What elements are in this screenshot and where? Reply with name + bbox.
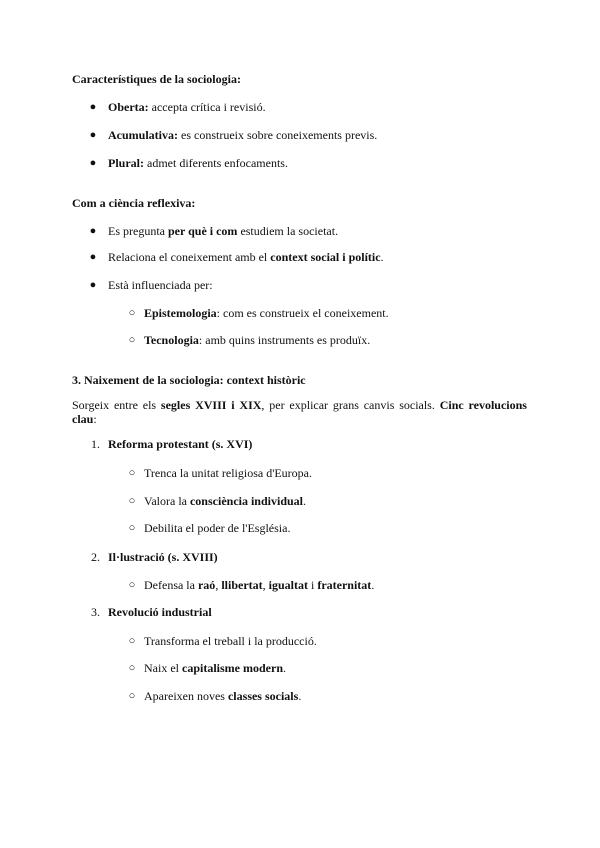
sub-list-item: Trenca la unitat religiosa d'Europa. <box>144 466 313 480</box>
item-term: consciència individual <box>189 494 304 508</box>
circle-bullet-icon: ○ <box>128 307 136 319</box>
circle-bullet-icon: ○ <box>128 495 136 507</box>
item-text: , <box>262 578 269 592</box>
item-text: , <box>215 578 222 592</box>
item-text: . <box>303 494 307 508</box>
bullet-icon: ● <box>89 101 97 113</box>
sub-list-item <box>144 494 306 508</box>
item-term: Plural: <box>108 156 144 170</box>
list-number: 2. <box>91 550 100 564</box>
item-text: . <box>298 689 302 703</box>
intro-text: : <box>93 412 97 426</box>
bullet-icon: ● <box>89 225 97 237</box>
section-heading-characteristics: Característiques de la sociologia: <box>72 72 241 86</box>
item-text: admet diferents enfocaments. <box>144 156 288 170</box>
item-term: raó <box>197 578 216 592</box>
item-term: capitalisme modern <box>182 661 283 675</box>
intro-paragraph <box>72 398 527 426</box>
item-term: fraternitat <box>317 578 372 592</box>
intro-term: segles XVIII i XIX <box>160 398 262 412</box>
list-item <box>108 224 338 238</box>
item-term: per què i com <box>167 224 238 238</box>
bullet-icon: ● <box>89 129 97 141</box>
sub-list-item <box>144 689 301 703</box>
item-term: classes socials <box>227 689 299 703</box>
list-item <box>108 250 384 264</box>
list-number: 3. <box>91 605 100 619</box>
item-text: Relaciona el coneixement amb el <box>108 250 271 264</box>
list-item <box>108 156 288 170</box>
sub-list-item <box>144 661 286 675</box>
item-text: . <box>283 661 286 675</box>
item-term: context social i polític <box>270 250 381 264</box>
list-number: 1. <box>91 437 100 451</box>
item-text: : amb quins instruments es produïx. <box>198 333 371 347</box>
item-text: accepta crítica i revisió. <box>148 100 266 114</box>
bullet-icon: ● <box>89 251 97 263</box>
circle-bullet-icon: ○ <box>128 635 136 647</box>
item-text: Naix el <box>144 661 182 675</box>
revolution-title: Reforma protestant (s. XVI) <box>108 437 253 451</box>
item-text: es construeix sobre coneixements previs. <box>178 128 378 142</box>
circle-bullet-icon: ○ <box>128 467 136 479</box>
intro-text: , per explicar grans canvis socials. <box>261 398 440 412</box>
item-text: Es pregunta <box>108 224 168 238</box>
item-term: Oberta: <box>108 100 149 114</box>
item-text: Apareixen noves <box>144 689 228 703</box>
item-text: i <box>307 578 318 592</box>
intro-text: Sorgeix entre els <box>72 398 161 412</box>
list-item <box>108 128 377 142</box>
list-item <box>108 100 266 114</box>
list-item: Està influenciada per: <box>108 278 213 292</box>
sub-list-item <box>144 306 389 320</box>
section-heading-reflexive: Com a ciència reflexiva: <box>72 196 196 210</box>
intro-term: Cinc revolucions clau <box>72 398 527 426</box>
item-text: . <box>371 578 375 592</box>
item-term: Acumulativa: <box>108 128 178 142</box>
sub-list-item <box>144 333 370 347</box>
circle-bullet-icon: ○ <box>128 522 136 534</box>
circle-bullet-icon: ○ <box>128 690 136 702</box>
bullet-icon: ● <box>89 279 97 291</box>
item-term: igualtat <box>268 578 308 592</box>
item-text: . <box>380 250 384 264</box>
item-term: Tecnologia <box>144 333 199 347</box>
item-text: Defensa la <box>144 578 198 592</box>
circle-bullet-icon: ○ <box>128 579 136 591</box>
item-term: llibertat <box>221 578 263 592</box>
bullet-icon: ● <box>89 157 97 169</box>
circle-bullet-icon: ○ <box>128 334 136 346</box>
sub-list-item <box>144 578 374 592</box>
item-text: estudiem la societat. <box>237 224 339 238</box>
item-text: Valora la <box>144 494 190 508</box>
revolution-title: Revolució industrial <box>108 605 212 619</box>
sub-list-item: Debilita el poder de l'Església. <box>144 521 291 535</box>
item-term: Epistemologia <box>144 306 217 320</box>
sub-list-item: Transforma el treball i la producció. <box>144 634 317 648</box>
revolution-title: Il·lustració (s. XVIII) <box>108 550 218 564</box>
section-heading-history: 3. Naixement de la sociologia: context històric <box>72 373 306 387</box>
item-text: : com es construeix el coneixement. <box>216 306 389 320</box>
circle-bullet-icon: ○ <box>128 662 136 674</box>
